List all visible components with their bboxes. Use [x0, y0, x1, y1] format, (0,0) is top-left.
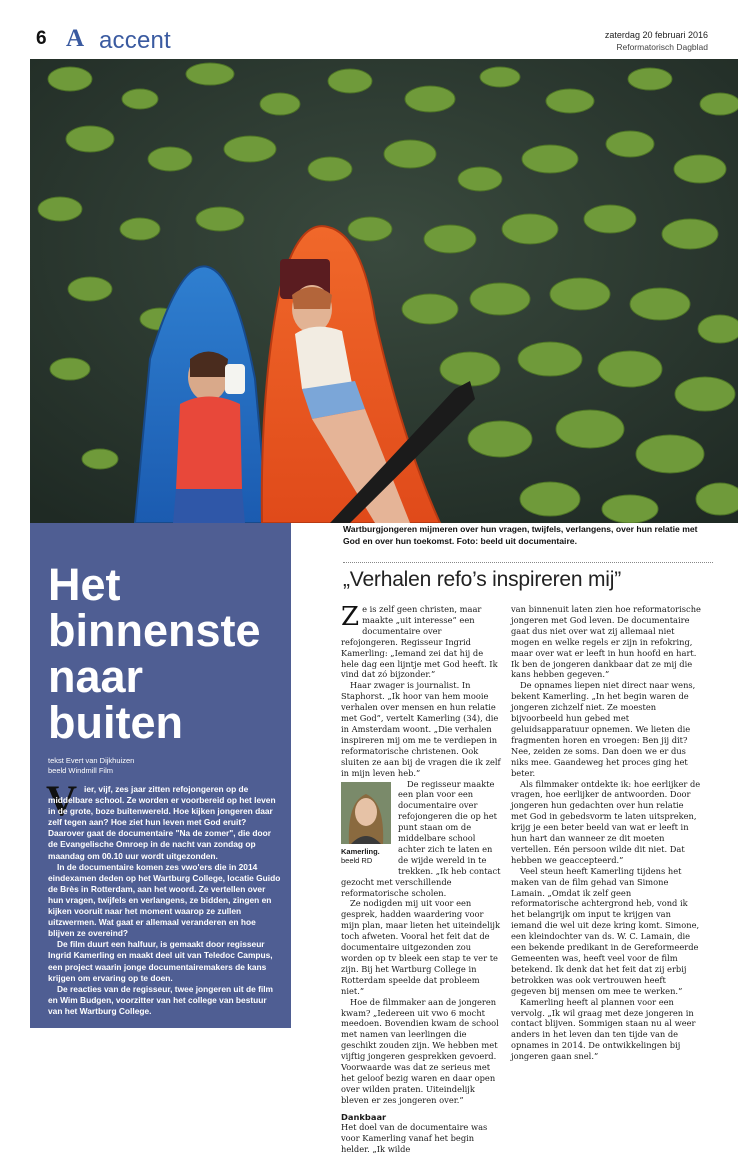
section-name: accent	[99, 27, 171, 54]
divider	[343, 562, 713, 563]
article-paragraph: De regisseur maakte een plan voor een documentaire over refojongeren die op het punt staan om de middelbare school achter zich te laten en de wijde wereld in te trekken. „Ik heb contact gezocht met verschillende reformatorische scholen.	[341, 778, 501, 898]
feature-photo	[30, 59, 738, 523]
article-subhead: Dankbaar	[341, 1111, 387, 1122]
intro-paragraph: In de documentaire komen zes vwo'ers die in 2014 eindexamen deden op het Wartburg College, locatie Guido de Brès in Rotterdam, aan het woord. Ze vertellen over hun vragen, twijfels en verlangens, ze bidden, zingen en kijken vooruit naar het moment waarop ze zullen uitzwermen. Wat gaat er allemaal veranderen en hoe blijven ze overeind?	[48, 861, 281, 939]
photo-caption: Wartburgjongeren mijmeren over hun vragen, twijfels, verlangens, over hun relatie met God en over hun toekomst. Foto: beeld uit documentaire.	[343, 524, 698, 546]
article-title: „Verhalen refo’s inspireren mij”	[343, 568, 622, 591]
newspaper-name: Reformatorisch Dagblad	[616, 42, 708, 52]
section-logo: A	[66, 25, 85, 52]
article-paragraph: Het doel van de documentaire was voor Kamerling vanaf het begin helder. „Ik wilde	[341, 1121, 488, 1154]
intro-paragraph: De film duurt een halfuur, is gemaakt door regisseur Ingrid Kamerling en maakt deel uit van Teledoc Campus, een project waarin jonge documentairemakers de kans krijgen om ervaring op te doen.	[48, 939, 273, 983]
article-paragraph: e is zelf geen christen, maar maakte „uit interesse” een documentaire over refojongeren. Regisseur Ingrid Kamerling: „Iemand zei dat hij de hele dag een lijntje met God heeft. Ik vind dat zó bijzonder.”	[341, 604, 498, 680]
intro-paragraph: ier, vijf, zes jaar zitten refojongeren op de middelbare school. Ze worden er voorbereid op het leven in de grote, boze buitenwereld. Hoe kijken jongeren daar zelf tegen aan? Hoe ziet hun leven met God eruit? Daarover gaat de documentaire "Na de zomer", die door de Evangelische Omroep in de nacht van zondag op maandag om 00.10 uur wordt uitgezonden.	[48, 784, 276, 861]
article-paragraph: Kamerling heeft al plannen voor een vervolg. „Ik wil graag met deze jongeren in contact blijven. Sommigen staan nu al weer anders in het leven dan ten tijde van de opnames in 2014. De ontwikkelingen bij jongeren gaan snel.”	[511, 996, 696, 1062]
byline	[48, 756, 134, 776]
portrait-credit: beeld RD	[341, 856, 373, 865]
article-paragraph: Als filmmaker ontdekte ik: hoe eerlijker de vragen, hoe eerlijker de antwoorden. Door jongeren hun gedachten over hun relatie met God in gebedsvorm te laten uitspreken, krijg je een beter beeld van wat er leeft in hun hart dan wanneer ze dit moeten vertellen. Eén persoon wilde dit niet. Dat hebben we geaccepteerd.”	[511, 778, 701, 865]
intro-paragraph: De reacties van de regisseur, twee jongeren uit de film en Wim Budgen, voorzitter van het college van bestuur van het Wartburg College.	[48, 983, 273, 1016]
page-number: 6	[36, 28, 47, 49]
article-dropcap: Z	[341, 602, 360, 632]
issue-date: zaterdag 20 februari 2016	[604, 30, 708, 40]
byline-text: tekst Evert van Dijkhuizen	[48, 756, 135, 765]
article-column-1	[341, 604, 501, 1154]
headline: Het binnenste naar buiten	[48, 559, 261, 748]
article-paragraph: De opnames liepen niet direct naar wens, bekent Kamerling. „In het begin waren de jongeren zichzelf niet. Ze moesten bijvoorbeeld hun gebed met geluidsapparatuur opnemen. We lieten die fragmenten horen en vroegen: Ben jij dit? Nee, zeiden ze soms. Dan doen we er dus niks mee. Gaandeweg het proces ging het beter.	[511, 680, 696, 778]
portrait-caption	[341, 847, 391, 866]
portrait-name: Kamerling.	[341, 846, 380, 856]
portrait-photo	[341, 782, 391, 844]
article-paragraph: Hoe de filmmaker aan de jongeren kwam? „Iedereen uit vwo 6 mocht meedoen. Bovendien kwam de school met namen van leerlingen die geschikt zouden zijn. We hebben met vijftig jongeren gesprekken gevoerd. Voorwaarde was dat ze serieus met het geloof bezig waren en daar open over wilden praten. Uiteindelijk bleven er zes jongeren over.”	[341, 996, 499, 1105]
article-column-2	[511, 604, 701, 1062]
article-paragraph: Ze nodigden mij uit voor een gesprek, hadden waardering voor mijn plan, maar lieten het uiteindelijk toch afweten. Vooral het feit dat de documentaire uitgezonden zou worden op tv bleek een stap te ver te zijn. Bij het Wartburg College in Rotterdam speelde dat probleem niet.”	[341, 898, 501, 996]
article-paragraph: Veel steun heeft Kamerling tijdens het maken van de film gehad van Simone Lamain. „Omdat ik zelf geen reformatorische achtergrond heb, vond ik het belangrijk om input te krijgen van iemand die wel uit deze kring komt. Simone, een kleindochter van ds. W. C. Lamain, die een bekende predikant in de Gereformeerde Gemeenten was, heeft veel voor de film betekend. Ik denk dat het feit dat zij erbij betrokken was ook vertrouwen heeft gegeven bij mensen om mee te werken.”	[511, 865, 700, 996]
byline-photo: beeld Windmill Film	[48, 766, 114, 775]
portrait	[341, 782, 391, 866]
intro-text	[46, 778, 282, 1017]
intro-dropcap: V	[46, 778, 78, 825]
article-paragraph: Haar zwager is journalist. In Staphorst. „Ik hoor van hem mooie verhalen over mensen en hun relatie met God”, vertelt Kamerling (34), die in Amsterdam woont. „Die verhalen inspireren mij om me te verdiepen in reformatorische christenen. Ook sluiten ze aan bij de vragen die ik zelf in mijn leven heb.”	[341, 680, 501, 778]
article-paragraph: van binnenuit laten zien hoe reformatorische jongeren met God leven. De documentaire gaat dus niet over wat zij allemaal niet mogen en welke regels er zijn in refokring, maar over wat er leeft in hun hoofd en hart. Ik ben de jongeren dankbaar dat ze mij die kans hebben gegeven.”	[511, 604, 701, 680]
